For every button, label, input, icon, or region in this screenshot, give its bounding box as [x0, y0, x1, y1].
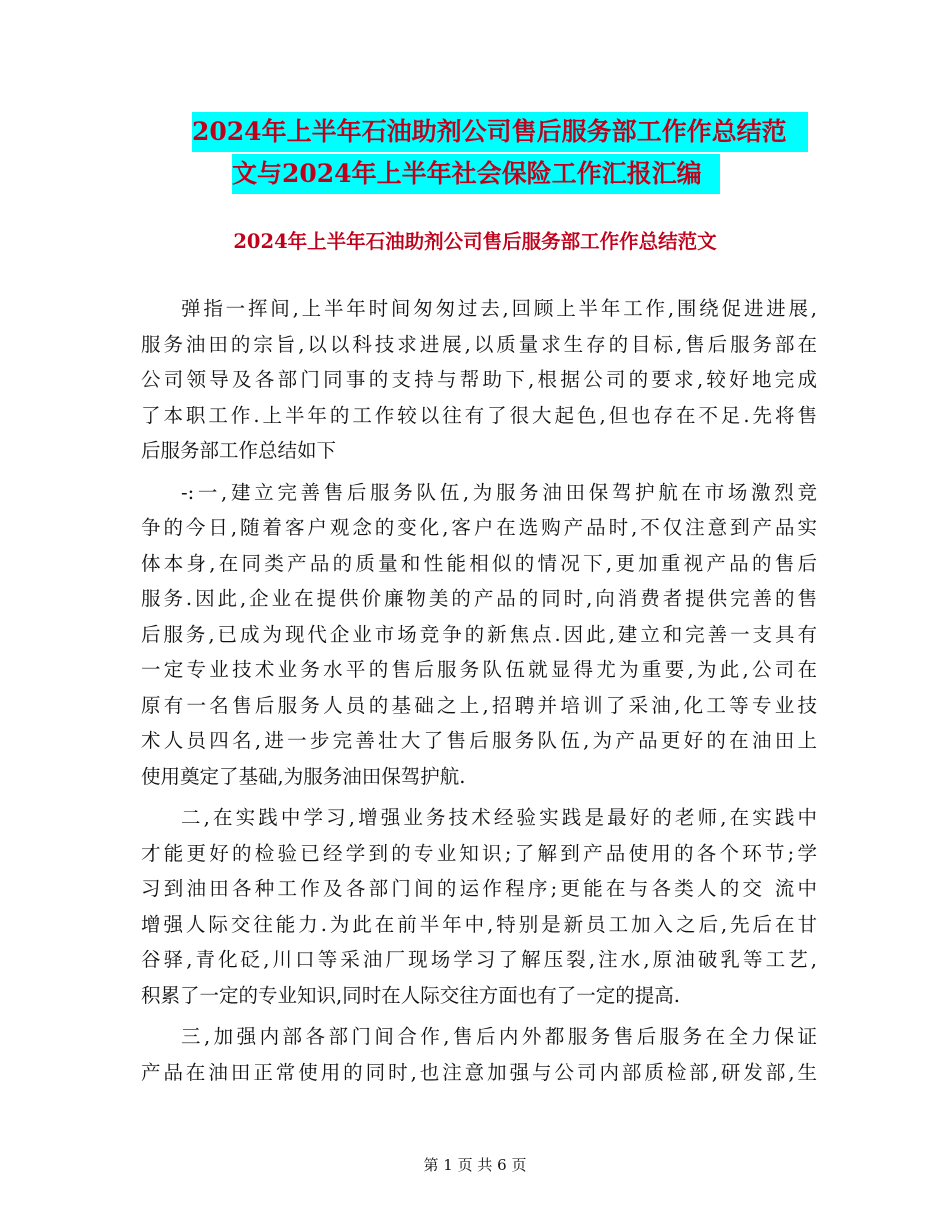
paragraph [141, 800, 817, 1013]
page-footer: 第 1 页 共 6 页 [423, 1156, 527, 1174]
text-line: 服务油田的宗旨,以以科技求进展,以质量求生存的目标,售后服务部在 [141, 332, 817, 356]
text-line: 后服务,已成为现代企业市场竞争的新焦点.因此,建立和完善一支具有 [141, 622, 817, 646]
text-line: -:一,建立完善售后服务队伍,为服务油田保驾护航在市场激烈竞 [181, 480, 817, 504]
section-heading: 2024年上半年石油助剂公司售后服务部工作作总结范文 [233, 230, 717, 253]
text-line: 增强人际交往能力.为此在前半年中,特别是新员工加入之后,先后在甘 [141, 912, 817, 936]
text-line: 了本职工作.上半年的工作较以往有了很大起色,但也存在不足.先将售 [141, 403, 817, 427]
text-line: 后服务部工作总结如下 [141, 439, 337, 462]
text-line: 原有一名售后服务人员的基础之上,招聘并培训了采油,化工等专业技 [141, 693, 817, 717]
text-line: 积累了一定的专业知识,同时在人际交往方面也有了一定的提高. [141, 983, 680, 1007]
text-line: 谷驿,青化砭,川口等采油厂现场学习了解压裂,注水,原油破乳等工艺, [141, 948, 817, 971]
text-line: 二,在实践中学习,增强业务技术经验实践是最好的老师,在实践中 [181, 806, 817, 829]
title-line-2: 文与2024年上半年社会保险工作汇报汇编 [232, 154, 720, 194]
paragraph [141, 475, 817, 795]
title-line-1: 2024年上半年石油助剂公司售后服务部工作作总结范 [192, 112, 808, 152]
text-line: 才能更好的检验已经学到的专业知识;了解到产品使用的各个环节;学 [141, 841, 817, 865]
text-line: 争的今日,随着客户观念的变化,客户在选购产品时,不仅注意到产品实 [141, 516, 817, 539]
text-line: 一定专业技术业务水平的售后服务队伍就显得尤为重要,为此,公司在 [141, 658, 817, 681]
text-line: 弹指一挥间,上半年时间匆匆过去,回顾上半年工作,围绕促进进展, [181, 297, 817, 320]
paragraph [141, 1019, 817, 1090]
document-body [141, 291, 817, 1090]
text-line: 服务.因此,企业在提供价廉物美的产品的同时,向消费者提供完善的售 [141, 587, 817, 610]
text-line: 使用奠定了基础,为服务油田保驾护航. [141, 764, 466, 788]
text-line: 三,加强内部各部门间合作,售后内外都服务售后服务在全力保证 [181, 1025, 817, 1048]
text-line: 公司领导及各部门同事的支持与帮助下,根据公司的要求,较好地完成 [141, 368, 817, 391]
text-line: 习到油田各种工作及各部门间的运作程序;更能在与各类人的交 流中 [141, 877, 817, 900]
paragraph [141, 291, 817, 469]
text-line: 体本身,在同类产品的质量和性能相似的情况下,更加重视产品的售后 [141, 551, 817, 575]
text-line: 产品在油田正常使用的同时,也注意加强与公司内部质检部,研发部,生 [141, 1060, 817, 1084]
text-line: 术人员四名,进一步完善壮大了售后服务队伍,为产品更好的在油田上 [141, 729, 817, 752]
